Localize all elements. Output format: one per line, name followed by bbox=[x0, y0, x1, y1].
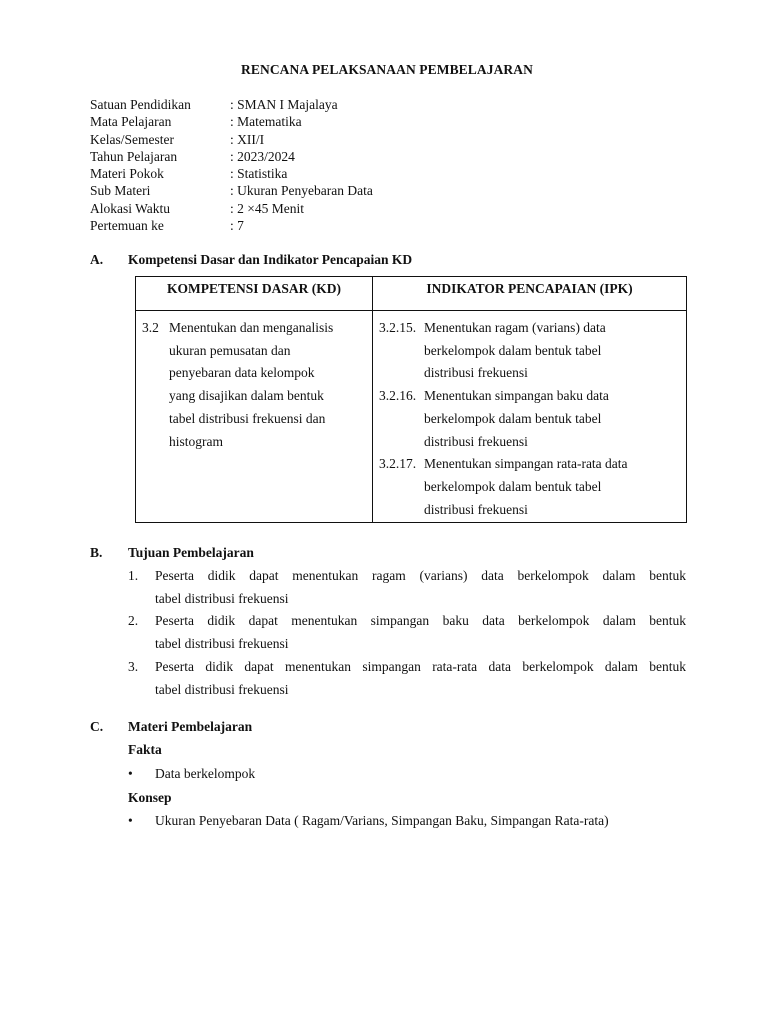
kd-line: penyebaran data kelompok bbox=[169, 365, 315, 381]
section-letter: C. bbox=[90, 719, 104, 734]
ipk-number: 3.2.17. bbox=[379, 456, 417, 472]
list-number: 1. bbox=[128, 568, 139, 583]
info-value: : 2023/2024 bbox=[230, 148, 295, 164]
fakta-label: Fakta bbox=[128, 742, 162, 757]
info-row-pertemuan bbox=[90, 217, 373, 234]
kd-line: histogram bbox=[169, 433, 223, 449]
info-label: Sub Materi bbox=[90, 183, 151, 199]
list-item bbox=[128, 656, 686, 701]
info-label: Alokasi Waktu bbox=[90, 200, 171, 216]
info-value: : SMAN I Majalaya bbox=[230, 97, 338, 112]
list-number: 2. bbox=[128, 613, 139, 629]
list-item bbox=[128, 565, 686, 610]
info-row-submateri bbox=[90, 182, 373, 199]
info-label: Materi Pokok bbox=[90, 166, 164, 182]
fakta-bullet-item bbox=[128, 765, 255, 782]
info-label: Mata Pelajaran bbox=[90, 114, 172, 130]
section-c-heading bbox=[90, 718, 252, 735]
ipk-line: Menentukan simpangan baku data bbox=[424, 388, 609, 404]
kd-item bbox=[142, 317, 372, 453]
konsep-label: Konsep bbox=[128, 790, 172, 805]
ipk-line: Menentukan simpangan rata-rata data bbox=[424, 456, 628, 472]
ipk-line: distribusi frekuensi bbox=[424, 433, 528, 449]
list-line: tabel distribusi frekuensi bbox=[155, 681, 289, 697]
list-number: 3. bbox=[128, 658, 139, 674]
section-b-heading bbox=[90, 544, 254, 561]
info-label: Satuan Pendidikan bbox=[90, 97, 191, 112]
info-value: : Ukuran Penyebaran Data bbox=[230, 183, 373, 199]
list-line: tabel distribusi frekuensi bbox=[155, 636, 289, 652]
ipk-number: 3.2.15. bbox=[379, 320, 417, 335]
section-title: Materi Pembelajaran bbox=[128, 719, 253, 734]
document-title: RENCANA PELAKSANAAN PEMBELAJARAN bbox=[241, 62, 533, 77]
bullet-icon: • bbox=[128, 813, 133, 828]
ipk-item bbox=[379, 317, 686, 385]
bullet-text: Ukuran Penyebaran Data ( Ragam/Varians, Simpangan Baku, Simpangan Rata-rata) bbox=[155, 813, 609, 828]
kd-line: ukuran pemusatan dan bbox=[169, 342, 291, 358]
kd-number: 3.2 bbox=[142, 320, 159, 335]
bullet-text: Data berkelompok bbox=[155, 766, 256, 781]
ipk-line: berkelompok dalam bentuk tabel bbox=[424, 478, 602, 494]
learning-objectives-list bbox=[128, 565, 686, 701]
info-value: : Matematika bbox=[230, 114, 302, 130]
info-value: : 7 bbox=[230, 218, 244, 234]
section-title: Kompetensi Dasar dan Indikator Pencapaian KD bbox=[128, 252, 413, 267]
table-header-kd: KOMPETENSI DASAR (KD) bbox=[136, 277, 373, 311]
kd-line: tabel distribusi frekuensi dan bbox=[169, 410, 326, 426]
identity-info bbox=[90, 96, 373, 234]
list-line: tabel distribusi frekuensi bbox=[155, 590, 289, 606]
ipk-cell bbox=[373, 311, 687, 523]
section-letter: A. bbox=[90, 252, 104, 267]
info-row-materi bbox=[90, 165, 373, 182]
list-item bbox=[128, 610, 686, 655]
info-row-alokasi bbox=[90, 200, 373, 217]
list-line: Peserta didik dapat menentukan ragam (varians) data berkelompok dalam bentuk bbox=[155, 568, 686, 583]
list-line: Peserta didik dapat menentukan simpangan rata-rata data berkelompok dalam bentuk bbox=[155, 658, 686, 674]
ipk-item bbox=[379, 385, 686, 453]
ipk-line: Menentukan ragam (varians) data bbox=[424, 320, 606, 335]
kd-line: yang disajikan dalam bentuk bbox=[169, 388, 324, 404]
kd-ipk-table bbox=[135, 276, 687, 523]
ipk-number: 3.2.16. bbox=[379, 388, 417, 404]
info-value: : 2 ×45 Menit bbox=[230, 200, 304, 216]
ipk-line: berkelompok dalam bentuk tabel bbox=[424, 410, 602, 426]
ipk-line: berkelompok dalam bentuk tabel bbox=[424, 342, 602, 358]
section-a-heading bbox=[90, 251, 412, 268]
table-header-ipk: INDIKATOR PENCAPAIAN (IPK) bbox=[373, 277, 687, 311]
ipk-item bbox=[379, 453, 686, 521]
section-title: Tujuan Pembelajaran bbox=[128, 545, 254, 560]
info-label: Pertemuan ke bbox=[90, 218, 164, 234]
bullet-icon: • bbox=[128, 766, 133, 781]
ipk-line: distribusi frekuensi bbox=[424, 501, 528, 517]
list-line: Peserta didik dapat menentukan simpangan baku data berkelompok dalam bentuk bbox=[155, 613, 686, 629]
info-label: Kelas/Semester bbox=[90, 131, 174, 147]
info-label: Tahun Pelajaran bbox=[90, 148, 178, 164]
kd-line: Menentukan dan menganalisis bbox=[169, 320, 334, 335]
info-row-kelas bbox=[90, 131, 373, 148]
info-value: : XII/I bbox=[230, 131, 265, 147]
info-value: : Statistika bbox=[230, 166, 288, 182]
info-row-tahun bbox=[90, 148, 373, 165]
section-letter: B. bbox=[90, 545, 103, 560]
kd-cell bbox=[136, 311, 373, 523]
konsep-bullet-item bbox=[128, 812, 609, 829]
ipk-line: distribusi frekuensi bbox=[424, 365, 528, 381]
info-row-mapel bbox=[90, 113, 373, 130]
info-row-satuan bbox=[90, 96, 373, 113]
